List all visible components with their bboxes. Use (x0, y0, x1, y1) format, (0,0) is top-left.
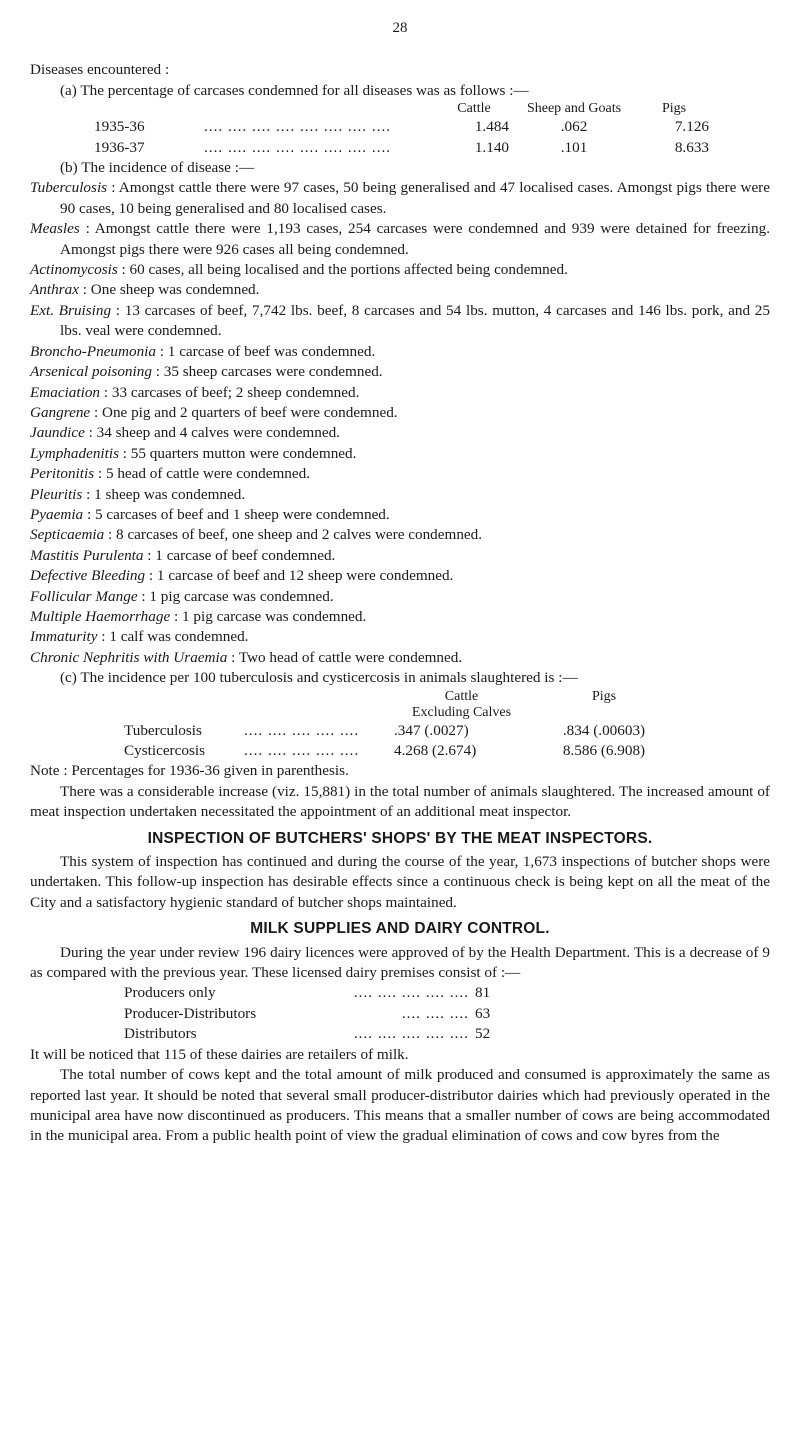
list-item (30, 627, 770, 647)
list-item (30, 546, 770, 566)
disease-text: : 33 carcases of beef; 2 sheep condemned. (100, 383, 360, 401)
disease-text: : 55 quarters mutton were condemned. (118, 444, 357, 462)
paragraph-retailers: It will be noticed that 115 of these dairies are retailers of milk. (30, 1045, 409, 1063)
disease-label: Defective Bleeding (30, 567, 146, 585)
leader-dots: .... .... .... .... .... .... .... .... (204, 138, 392, 156)
disease-text: : 13 carcases of beef, 7,742 lbs. beef, 8 carcases and 54 lbs. mutton, 4 carcases and 146 lbs. pork, and 25 lbs. veal were condemned. (60, 301, 770, 340)
disease-label: Emaciation (30, 383, 101, 401)
leader-dots: .... .... .... .... .... .... .... .... (204, 118, 392, 136)
list-item (30, 280, 770, 300)
list-item (30, 505, 770, 525)
incidence-table (124, 689, 679, 762)
list-item (30, 178, 770, 219)
heading-milk-supplies: MILK SUPPLIES AND DAIRY CONTROL. (250, 920, 550, 938)
disease-label: Tuberculosis (30, 179, 108, 197)
value-cattle: 1.484 (474, 118, 509, 136)
list-item (30, 362, 770, 382)
paragraph-butchers: This system of inspection has continued and during the course of the year, 1,673 inspections of butcher shops were undertaken. This follow-up inspection has desirable effects since a continuous check is being kept on all the meat of the City and a satisfactory hygienic standard of butcher shops maintained. (30, 853, 770, 911)
value-pigs: .834 (.00603) (562, 721, 646, 739)
list-item (30, 342, 770, 362)
col-pigs: Pigs (661, 101, 687, 117)
section-b-text: (b) The incidence of disease :— (60, 159, 255, 177)
col-sheep-goats: Sheep and Goats (526, 101, 622, 117)
value-pigs: 7.126 (674, 118, 709, 136)
value-cattle: .347 (.0027) (394, 721, 469, 739)
list-item (30, 301, 770, 342)
disease-text: : 1 calf was condemned. (97, 628, 249, 646)
heading-butchers-inspection: INSPECTION OF BUTCHERS' SHOPS' BY THE MEAT INSPECTORS. (147, 829, 653, 847)
dairy-count: 81 (475, 984, 491, 1002)
list-item (30, 260, 770, 280)
disease-text: : 60 cases, all being localised and the portions affected being condemned. (117, 261, 568, 279)
disease-text: : 1 carcase of beef condemned. (143, 546, 336, 564)
disease-text: : 1 pig carcase was condemned. (170, 607, 367, 625)
disease-label: Pleuritis (30, 485, 83, 503)
value-sheep: .062 (560, 118, 588, 136)
disease-list (30, 178, 770, 668)
disease-label: Anthrax (30, 281, 79, 299)
page-number: 28 (392, 20, 408, 36)
disease-label: Follicular Mange (30, 587, 138, 605)
value-sheep: .101 (560, 138, 588, 156)
col-cattle: Cattle (457, 101, 491, 117)
col-pigs: Pigs (591, 688, 617, 704)
disease-text: : 1 pig carcase was condemned. (137, 587, 334, 605)
list-item (30, 219, 770, 260)
value-pigs: 8.586 (6.908) (562, 742, 646, 759)
disease-text: : Two head of cattle were condemned. (227, 648, 463, 666)
disease-text: : 1 carcase of beef was condemned. (155, 342, 376, 360)
row-name: Tuberculosis (124, 721, 202, 739)
leader-dots: .... .... .... .... .... (353, 984, 469, 1002)
leader-dots: .... .... .... .... .... (244, 721, 360, 739)
disease-label: Arsenical poisoning (30, 363, 152, 381)
disease-label: Broncho-Pneumonia (30, 342, 156, 360)
disease-label: Peritonitis (30, 465, 95, 483)
disease-text: : 5 carcases of beef and 1 sheep were condemned. (83, 505, 390, 523)
disease-text: : 34 sheep and 4 calves were condemned. (84, 424, 340, 442)
list-item (30, 566, 770, 586)
disease-text: : 5 head of cattle were condemned. (94, 465, 311, 483)
list-item (30, 403, 770, 423)
disease-label: Ext. Bruising (30, 301, 112, 319)
col-cattle-sublabel: Excluding Calves (411, 704, 512, 720)
leader-dots: .... .... .... .... .... (353, 1025, 469, 1043)
value-cattle: 1.140 (474, 138, 509, 156)
table-row (124, 1004, 490, 1024)
paragraph-increase: There was a considerable increase (viz. 15,881) in the total number of animals slaughtered. The increased amount of meat inspection undertaken necessitated the appointment of an additional meat inspector. (30, 782, 770, 821)
row-year: 1936-37 (94, 138, 145, 156)
col-cattle-label: Cattle (444, 688, 479, 704)
dairy-type: Distributors (124, 1025, 197, 1043)
list-item (30, 607, 770, 627)
disease-label: Lymphadenitis (30, 444, 119, 462)
paragraph-milk: During the year under review 196 dairy licences were approved of by the Health Department. This is a decrease of 9 as compared with the previous year. These licensed dairy premises consist of :— (30, 943, 770, 982)
disease-label: Multiple Haemorrhage (30, 607, 171, 625)
leader-dots: .... .... .... .... .... (244, 742, 360, 759)
disease-label: Actinomycosis (30, 261, 118, 279)
intro-line: Diseases encountered : (30, 61, 170, 79)
disease-text: : One sheep was condemned. (78, 281, 260, 299)
disease-label: Gangrene (30, 403, 91, 421)
table-header-row (94, 101, 709, 117)
disease-text: : One pig and 2 quarters of beef were condemned. (90, 403, 398, 421)
table-header-row (124, 689, 679, 721)
row-year: 1935-36 (94, 118, 145, 136)
list-item (30, 587, 770, 607)
disease-label: Immaturity (30, 628, 98, 646)
table-row (124, 741, 679, 761)
table-row (124, 1024, 490, 1044)
list-item (30, 525, 770, 545)
disease-text: : 35 sheep carcases were condemned. (151, 363, 383, 381)
list-item (30, 444, 770, 464)
list-item (30, 648, 770, 668)
dairy-type: Producers only (124, 984, 216, 1002)
disease-label: Jaundice (30, 424, 85, 442)
disease-label: Pyaemia (30, 505, 84, 523)
value-pigs: 8.633 (674, 138, 709, 156)
table-row (94, 138, 709, 158)
list-item (30, 485, 770, 505)
col-cattle (394, 689, 529, 721)
list-item (30, 383, 770, 403)
dairy-premises-table (124, 983, 490, 1044)
disease-text: : 8 carcases of beef, one sheep and 2 calves were condemned. (104, 526, 483, 544)
section-c-text: (c) The incidence per 100 tuberculosis and cysticercosis in animals slaughtered is :— (60, 669, 578, 687)
disease-label: Septicaemia (30, 526, 105, 544)
list-item (30, 464, 770, 484)
value-cattle: 4.268 (2.674) (394, 742, 477, 759)
dairy-count: 52 (475, 1025, 491, 1043)
table-row (94, 117, 709, 137)
dairy-type: Producer-Distributors (124, 1004, 257, 1022)
disease-text: : Amongst cattle there were 97 cases, 50 being generalised and 47 localised cases. Amongst pigs there were 90 cases, 10 being generalised and 80 localised cases. (60, 179, 770, 217)
carcase-percentage-table (94, 101, 709, 158)
leader-dots: .... .... .... (401, 1004, 469, 1022)
list-item (30, 423, 770, 443)
disease-label: Measles (30, 220, 80, 238)
disease-label: Chronic Nephritis with Uraemia (30, 648, 228, 666)
table-row (124, 983, 490, 1003)
disease-text: : 1 carcase of beef and 12 sheep were condemned. (145, 567, 454, 585)
disease-label: Mastitis Purulenta (30, 546, 144, 564)
dairy-count: 63 (475, 1004, 491, 1022)
disease-text: : Amongst cattle there were 1,193 cases, 254 carcases were condemned and 939 were detained for freezing. Amongst pigs there were 926 cases all being condemned. (60, 220, 770, 258)
section-a-text: (a) The percentage of carcases condemned for all diseases was as follows :— (60, 81, 529, 99)
paragraph-cows: The total number of cows kept and the total amount of milk produced and consumed is approximately the same as reported last year. It should be noted that several small producer-distributor dairies which had previously operated in the municipal area have now discontinued as producers. This means that a smaller number of cows are being accommodated in the municipal area. From a public health point of view the gradual elimination of cows and cow byres from the (30, 1066, 770, 1145)
table-row (124, 721, 679, 741)
disease-text: : 1 sheep was condemned. (82, 485, 246, 503)
row-name: Cysticercosis (124, 742, 205, 759)
note: Note : Percentages for 1936-36 given in parenthesis. (30, 762, 349, 780)
